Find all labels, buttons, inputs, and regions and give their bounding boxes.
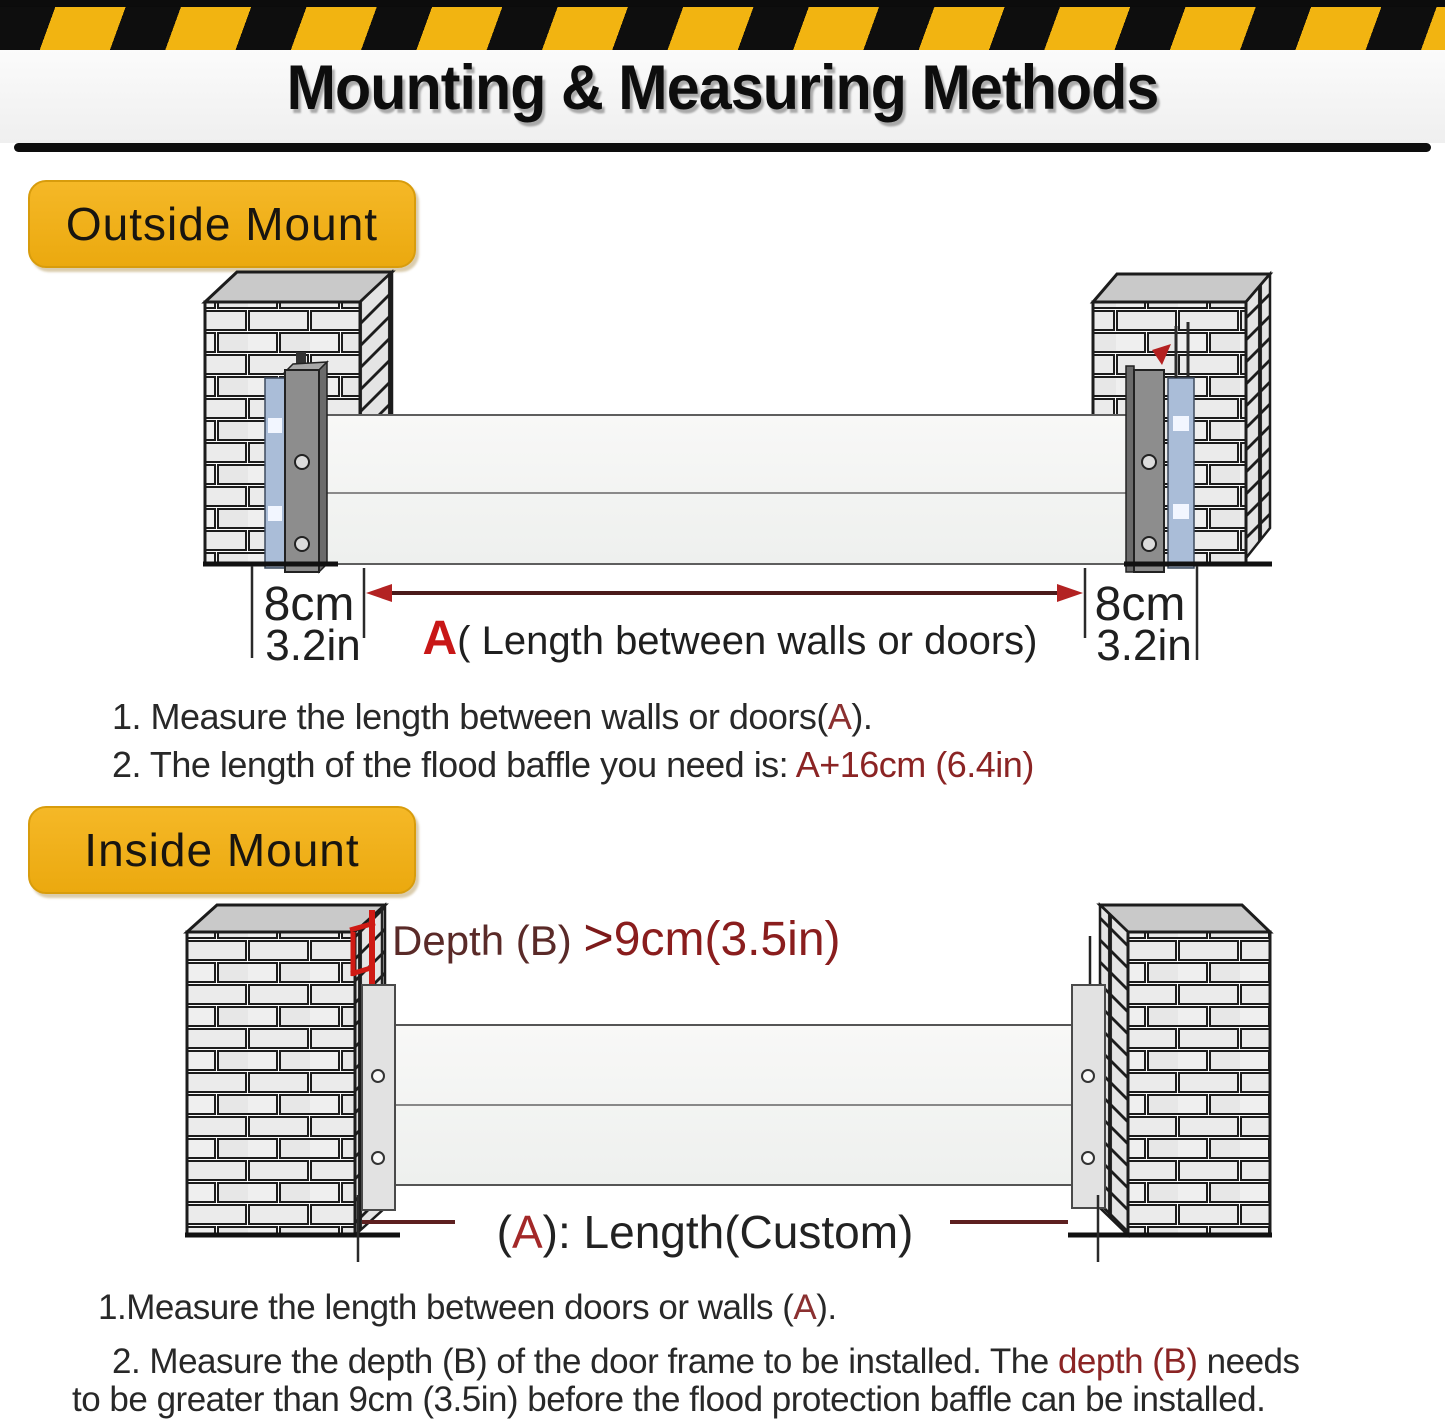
- outside-mount-badge-label: Outside Mount: [65, 198, 379, 250]
- seal-strip-left: [265, 378, 285, 568]
- outside-step-2: 2. The length of the flood baffle you need is: A+16cm (6.4in): [112, 744, 1034, 785]
- title-underline: [14, 143, 1431, 152]
- right-brick-pillar: [1100, 905, 1270, 1235]
- hazard-stripe-banner: [0, 7, 1445, 50]
- screw-hole: [1082, 1152, 1094, 1164]
- depth-annotation: Depth (B) >9cm(3.5in): [392, 909, 841, 967]
- inside-mount-badge: [28, 806, 416, 894]
- outside-step-1: 1. Measure the length between walls or doors(A).: [112, 696, 873, 737]
- screw-hole: [372, 1070, 384, 1082]
- flood-barrier-panels: [305, 415, 1150, 564]
- gap-measurement-right-cm: 8cm: [1094, 578, 1186, 631]
- screw-hole: [372, 1152, 384, 1164]
- inside-step-1: 1.Measure the length between doors or walls (A).: [98, 1288, 837, 1327]
- top-border-line: [0, 0, 1445, 7]
- mounting-channel-left: [362, 985, 395, 1210]
- inside-step-2-line-1: 2. Measure the depth (B) of the door frame to be installed. The depth (B) needs: [112, 1342, 1300, 1381]
- screw-hole: [1082, 1070, 1094, 1082]
- inside-mount-badge-label: Inside Mount: [84, 824, 360, 876]
- inside-step-2-line-2: to be greater than 9cm (3.5in) before the flood protection baffle can be installed.: [72, 1380, 1266, 1419]
- length-dimension-label: (A): Length(Custom): [496, 1206, 914, 1258]
- mounting-channel-right: [1126, 366, 1164, 572]
- mounting-channel-left: [285, 362, 327, 572]
- gap-measurement-left-cm: 8cm: [263, 578, 355, 631]
- screw-hole: [295, 537, 309, 551]
- screw-hole: [1142, 455, 1156, 469]
- screw-hole: [295, 455, 309, 469]
- outside-mount-diagram: [0, 266, 1445, 666]
- page-title: Mounting & Measuring Methods: [286, 53, 1159, 123]
- flood-barrier-panels: [375, 1025, 1085, 1185]
- gap-measurement-left-in: 3.2in: [265, 621, 361, 666]
- inside-mount-diagram: [0, 896, 1445, 1281]
- gap-measurement-right-in: 3.2in: [1096, 621, 1192, 666]
- screw-hole: [1142, 537, 1156, 551]
- dimension-arrow: [366, 584, 1083, 602]
- outside-mount-badge: [28, 180, 416, 268]
- length-dimension-label: A( Length between walls or doors): [422, 612, 1038, 665]
